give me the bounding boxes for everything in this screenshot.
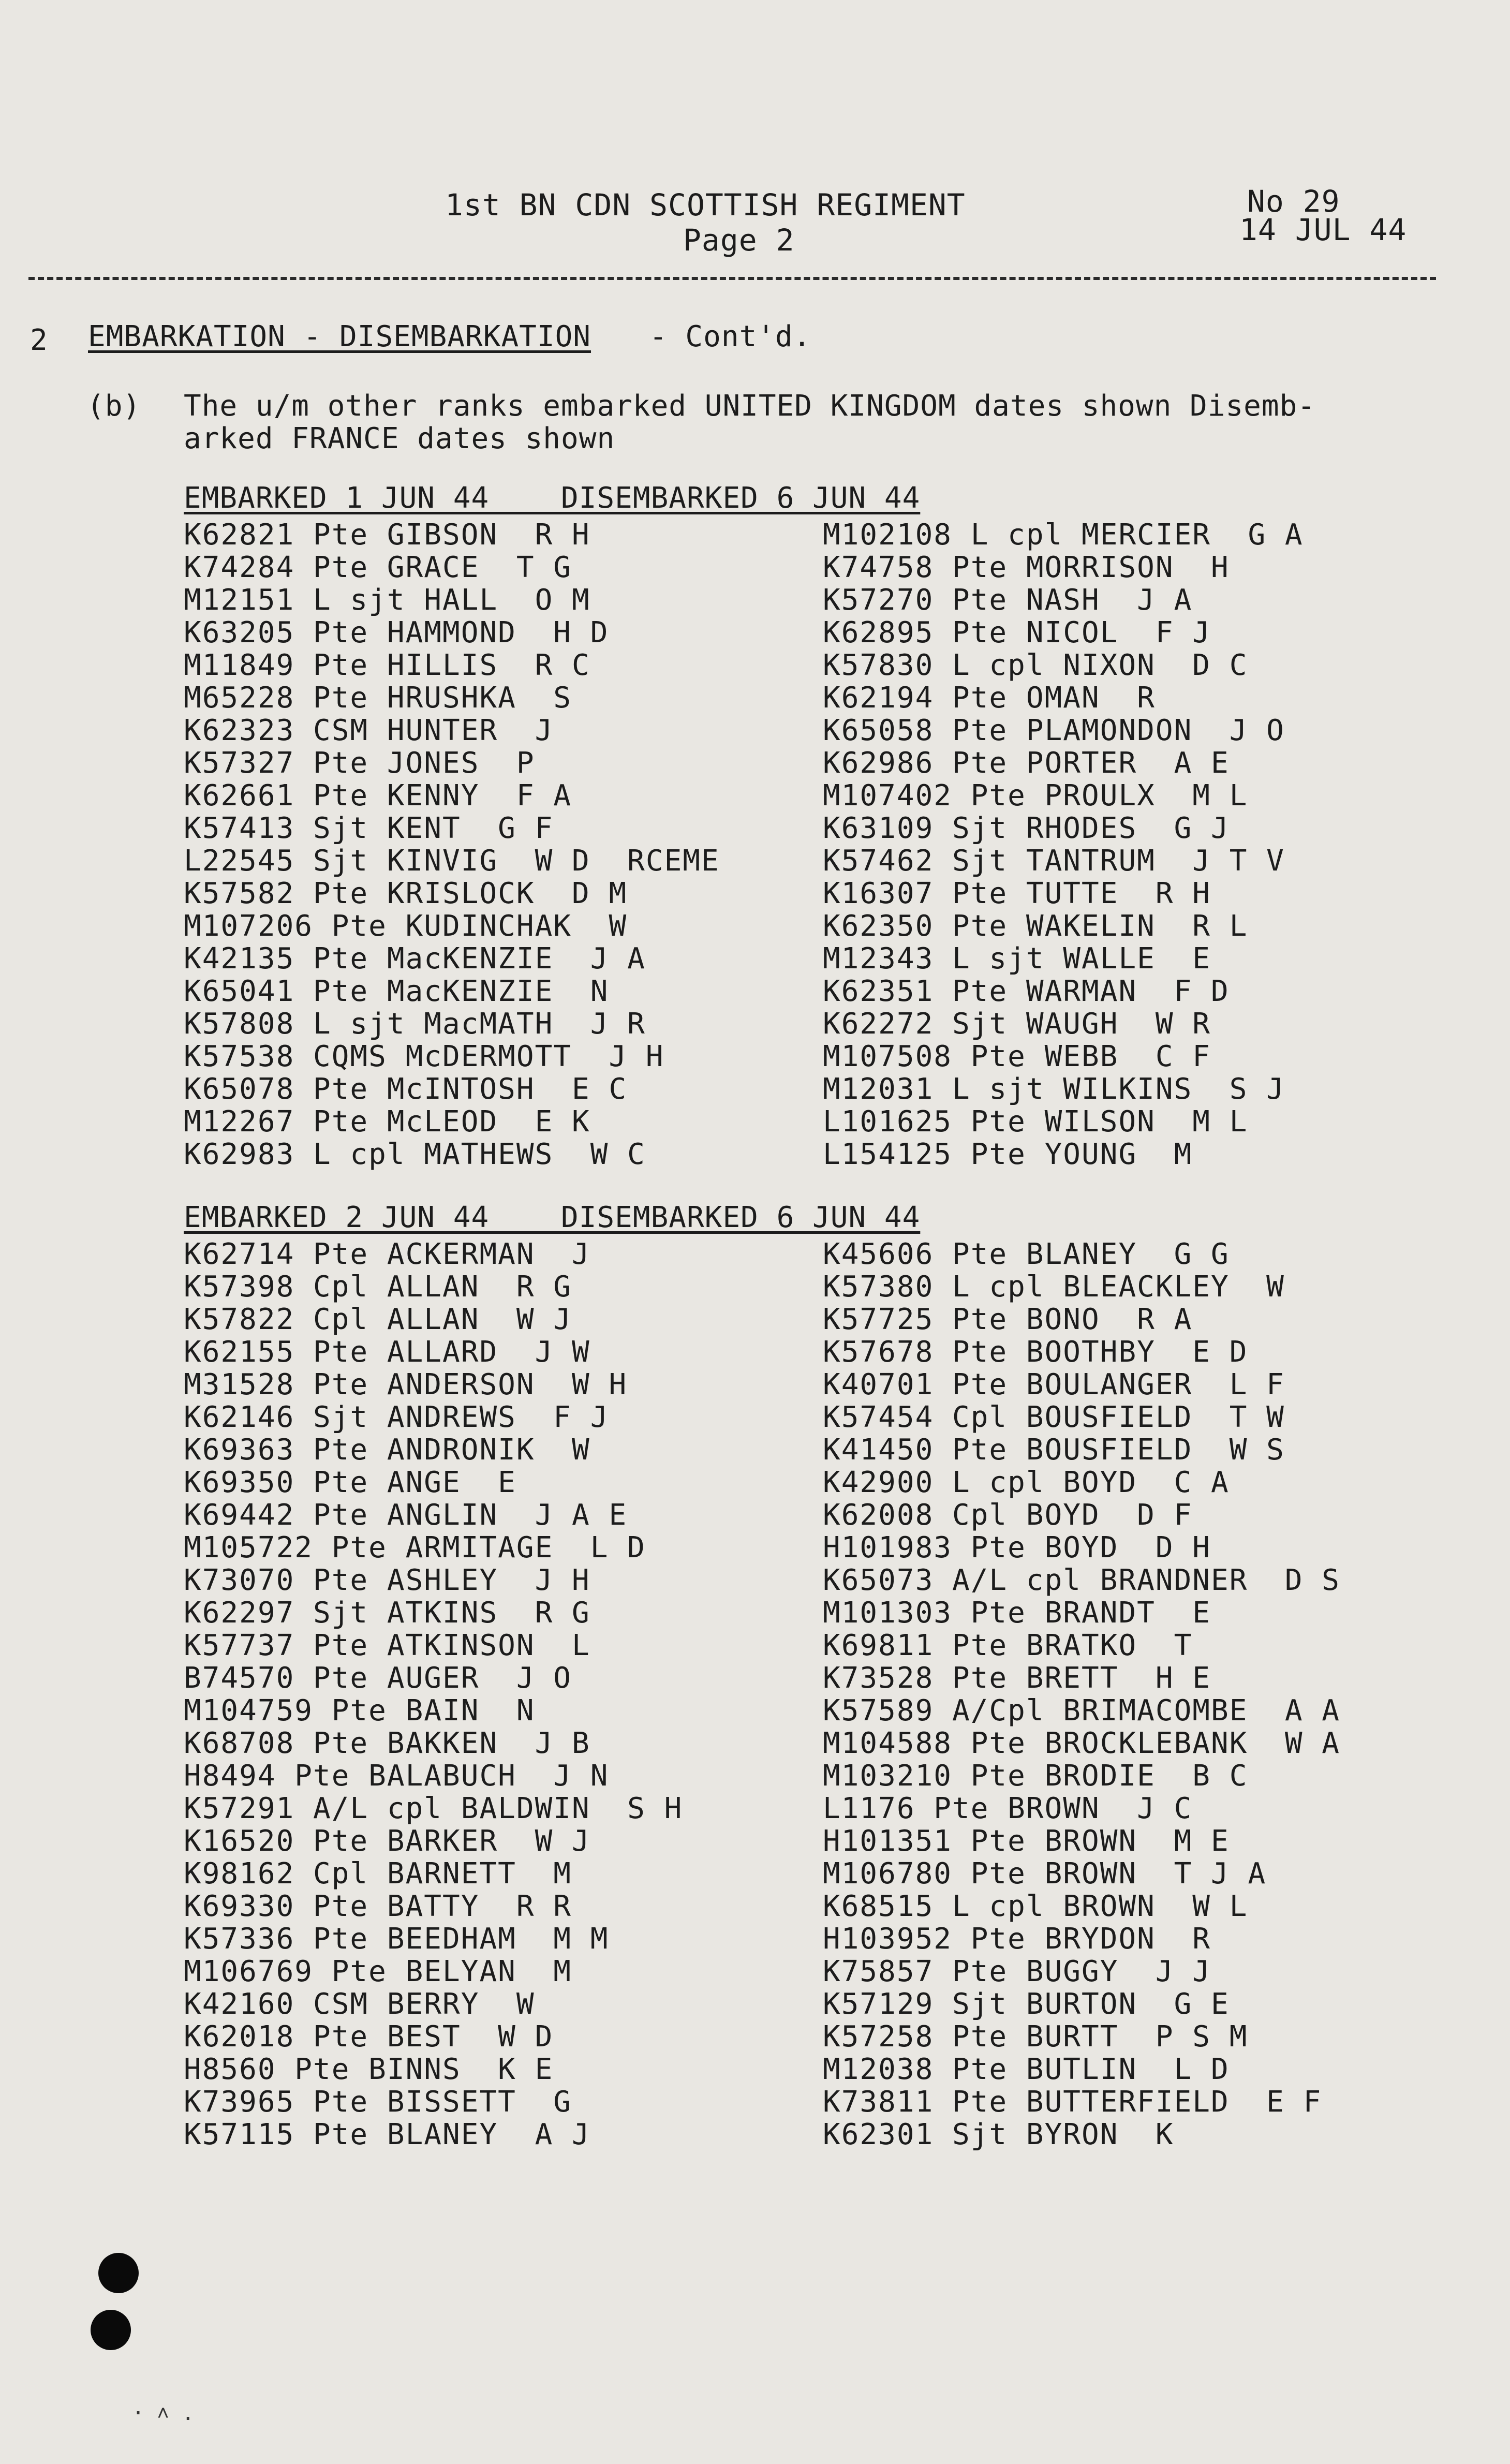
roster-entry: K74284 Pte GRACE T G bbox=[184, 551, 572, 584]
roster-list-2-right bbox=[823, 1238, 1340, 2151]
roster-entry: K57538 CQMS McDERMOTT J H bbox=[184, 1040, 664, 1073]
roster-entry: K42135 Pte MacKENZIE J A bbox=[184, 942, 646, 976]
paragraph-line-1: The u/m other ranks embarked UNITED KINGDOM dates shown Disemb- bbox=[184, 389, 1316, 423]
roster-entry: K65058 Pte PLAMONDON J O bbox=[823, 714, 1285, 747]
section-title: EMBARKATION - DISEMBARKATION bbox=[88, 320, 591, 353]
roster-entry: K16520 Pte BARKER W J bbox=[184, 1824, 590, 1858]
roster-entry: K62714 Pte ACKERMAN J bbox=[184, 1237, 590, 1271]
roster-entry: K57737 Pte ATKINSON L bbox=[184, 1629, 590, 1662]
roster-list-1-right bbox=[823, 519, 1304, 1171]
roster-entry: K42900 L cpl BOYD C A bbox=[823, 1466, 1230, 1499]
roster-entry: M31528 Pte ANDERSON W H bbox=[184, 1368, 628, 1401]
paragraph-label: (b) bbox=[87, 389, 141, 423]
roster-entry: K42160 CSM BERRY W bbox=[184, 1987, 535, 2021]
roster-entry: K62983 L cpl MATHEWS W C bbox=[184, 1138, 646, 1171]
roster-entry: K57327 Pte JONES P bbox=[184, 746, 535, 780]
roster-entry: K62301 Sjt BYRON K bbox=[823, 2118, 1174, 2151]
paragraph-line-2: arked FRANCE dates shown bbox=[184, 422, 615, 455]
roster-list-1-left bbox=[184, 519, 720, 1171]
roster-entry: K57830 L cpl NIXON D C bbox=[823, 648, 1248, 682]
roster-entry: K57822 Cpl ALLAN W J bbox=[184, 1303, 572, 1336]
roster-entry: K65041 Pte MacKENZIE N bbox=[184, 975, 609, 1008]
roster-entry: K69330 Pte BATTY R R bbox=[184, 1890, 572, 1923]
roster-entry: L22545 Sjt KINVIG W D RCEME bbox=[184, 844, 720, 878]
roster-entry: K62351 Pte WARMAN F D bbox=[823, 975, 1230, 1008]
group-heading-1: EMBARKED 1 JUN 44 DISEMBARKED 6 JUN 44 bbox=[184, 481, 921, 515]
roster-entry: M12031 L sjt WILKINS S J bbox=[823, 1072, 1285, 1106]
roster-entry: M106780 Pte BROWN T J A bbox=[823, 1857, 1267, 1891]
roster-entry: M101303 Pte BRANDT E bbox=[823, 1596, 1211, 1630]
page-number: Page 2 bbox=[683, 223, 795, 258]
roster-entry: K40701 Pte BOULANGER L F bbox=[823, 1368, 1285, 1401]
roster-entry: K57454 Cpl BOUSFIELD T W bbox=[823, 1400, 1285, 1434]
header-divider bbox=[28, 277, 1436, 280]
margin-mark: · ˄ . bbox=[132, 2401, 195, 2425]
roster-entry: M102108 L cpl MERCIER G A bbox=[823, 518, 1304, 552]
roster-entry: K63205 Pte HAMMOND H D bbox=[184, 616, 609, 650]
roster-entry: K62018 Pte BEST W D bbox=[184, 2020, 554, 2054]
roster-entry: K98162 Cpl BARNETT M bbox=[184, 1857, 572, 1891]
punch-hole bbox=[91, 2310, 131, 2350]
roster-entry: K68515 L cpl BROWN W L bbox=[823, 1890, 1248, 1923]
punch-hole bbox=[98, 2253, 139, 2293]
unit-title: 1st BN CDN SCOTTISH REGIMENT bbox=[445, 187, 966, 223]
roster-entry: K62297 Sjt ATKINS R G bbox=[184, 1596, 590, 1630]
roster-entry: K57725 Pte BONO R A bbox=[823, 1303, 1193, 1336]
roster-entry: K57291 A/L cpl BALDWIN S H bbox=[184, 1792, 683, 1825]
roster-entry: K62155 Pte ALLARD J W bbox=[184, 1335, 590, 1369]
roster-entry: M104759 Pte BAIN N bbox=[184, 1694, 535, 1728]
roster-entry: M12038 Pte BUTLIN L D bbox=[823, 2053, 1230, 2086]
roster-entry: M65228 Pte HRUSHKA S bbox=[184, 681, 572, 715]
roster-entry: K69442 Pte ANGLIN J A E bbox=[184, 1498, 628, 1532]
roster-entry: L154125 Pte YOUNG M bbox=[823, 1138, 1193, 1171]
roster-entry: K62146 Sjt ANDREWS F J bbox=[184, 1400, 609, 1434]
roster-entry: H101351 Pte BROWN M E bbox=[823, 1824, 1230, 1858]
roster-entry: M11849 Pte HILLIS R C bbox=[184, 648, 590, 682]
section-number: 2 bbox=[30, 323, 48, 357]
roster-entry: L101625 Pte WILSON M L bbox=[823, 1105, 1248, 1139]
roster-list-2-left bbox=[184, 1238, 683, 2151]
roster-entry: M104588 Pte BROCKLEBANK W A bbox=[823, 1727, 1341, 1760]
roster-entry: K73070 Pte ASHLEY J H bbox=[184, 1563, 590, 1597]
roster-entry: K73811 Pte BUTTERFIELD E F bbox=[823, 2085, 1322, 2119]
roster-entry: K57270 Pte NASH J A bbox=[823, 583, 1193, 617]
roster-entry: K57380 L cpl BLEACKLEY W bbox=[823, 1270, 1285, 1304]
roster-entry: K57115 Pte BLANEY A J bbox=[184, 2118, 590, 2151]
roster-entry: M107402 Pte PROULX M L bbox=[823, 779, 1248, 813]
roster-entry: K41450 Pte BOUSFIELD W S bbox=[823, 1433, 1285, 1467]
roster-entry: K73528 Pte BRETT H E bbox=[823, 1661, 1211, 1695]
document-number: No 29 bbox=[1247, 184, 1340, 219]
document-date: 14 JUL 44 bbox=[1239, 212, 1407, 247]
roster-entry: M103210 Pte BRODIE B C bbox=[823, 1759, 1248, 1793]
roster-entry: M107508 Pte WEBB C F bbox=[823, 1040, 1211, 1073]
roster-entry: K65073 A/L cpl BRANDNER D S bbox=[823, 1563, 1341, 1597]
roster-entry: K57589 A/Cpl BRIMACOMBE A A bbox=[823, 1694, 1341, 1728]
roster-entry: K57582 Pte KRISLOCK D M bbox=[184, 877, 628, 910]
roster-entry: K62821 Pte GIBSON R H bbox=[184, 518, 590, 552]
roster-entry: M107206 Pte KUDINCHAK W bbox=[184, 909, 628, 943]
roster-entry: K62194 Pte OMAN R bbox=[823, 681, 1156, 715]
roster-entry: K63109 Sjt RHODES G J bbox=[823, 812, 1230, 845]
roster-entry: K65078 Pte McINTOSH E C bbox=[184, 1072, 628, 1106]
roster-entry: K75857 Pte BUGGY J J bbox=[823, 1955, 1211, 1988]
roster-entry: H101983 Pte BOYD D H bbox=[823, 1531, 1211, 1565]
roster-entry: H103952 Pte BRYDON R bbox=[823, 1922, 1211, 1956]
roster-entry: K73965 Pte BISSETT G bbox=[184, 2085, 572, 2119]
roster-entry: K57462 Sjt TANTRUM J T V bbox=[823, 844, 1285, 878]
roster-entry: M12151 L sjt HALL O M bbox=[184, 583, 590, 617]
roster-entry: H8494 Pte BALABUCH J N bbox=[184, 1759, 609, 1793]
roster-entry: L1176 Pte BROWN J C bbox=[823, 1792, 1193, 1825]
roster-entry: K62895 Pte NICOL F J bbox=[823, 616, 1211, 650]
roster-entry: K57336 Pte BEEDHAM M M bbox=[184, 1922, 609, 1956]
roster-entry: K62661 Pte KENNY F A bbox=[184, 779, 572, 813]
roster-entry: K68708 Pte BAKKEN J B bbox=[184, 1727, 590, 1760]
roster-entry: M106769 Pte BELYAN M bbox=[184, 1955, 572, 1988]
roster-entry: K57398 Cpl ALLAN R G bbox=[184, 1270, 572, 1304]
roster-entry: K57678 Pte BOOTHBY E D bbox=[823, 1335, 1248, 1369]
roster-entry: K62323 CSM HUNTER J bbox=[184, 714, 554, 747]
roster-entry: K57129 Sjt BURTON G E bbox=[823, 1987, 1230, 2021]
roster-entry: M105722 Pte ARMITAGE L D bbox=[184, 1531, 646, 1565]
roster-entry: K45606 Pte BLANEY G G bbox=[823, 1237, 1230, 1271]
roster-entry: K69350 Pte ANGE E bbox=[184, 1466, 516, 1499]
roster-entry: K62008 Cpl BOYD D F bbox=[823, 1498, 1193, 1532]
roster-entry: K69811 Pte BRATKO T bbox=[823, 1629, 1193, 1662]
roster-entry: H8560 Pte BINNS K E bbox=[184, 2053, 554, 2086]
roster-entry: M12267 Pte McLEOD E K bbox=[184, 1105, 590, 1139]
roster-entry: K69363 Pte ANDRONIK W bbox=[184, 1433, 590, 1467]
roster-entry: K57413 Sjt KENT G F bbox=[184, 812, 554, 845]
roster-entry: K62272 Sjt WAUGH W R bbox=[823, 1007, 1211, 1041]
roster-entry: K62986 Pte PORTER A E bbox=[823, 746, 1230, 780]
roster-entry: K57808 L sjt MacMATH J R bbox=[184, 1007, 646, 1041]
group-heading-2: EMBARKED 2 JUN 44 DISEMBARKED 6 JUN 44 bbox=[184, 1201, 921, 1234]
roster-entry: K62350 Pte WAKELIN R L bbox=[823, 909, 1248, 943]
roster-entry: K16307 Pte TUTTE R H bbox=[823, 877, 1211, 910]
roster-entry: K74758 Pte MORRISON H bbox=[823, 551, 1230, 584]
roster-entry: M12343 L sjt WALLE E bbox=[823, 942, 1211, 976]
roster-entry: B74570 Pte AUGER J O bbox=[184, 1661, 572, 1695]
roster-entry: K57258 Pte BURTT P S M bbox=[823, 2020, 1248, 2054]
section-continued: - Cont'd. bbox=[649, 320, 811, 353]
